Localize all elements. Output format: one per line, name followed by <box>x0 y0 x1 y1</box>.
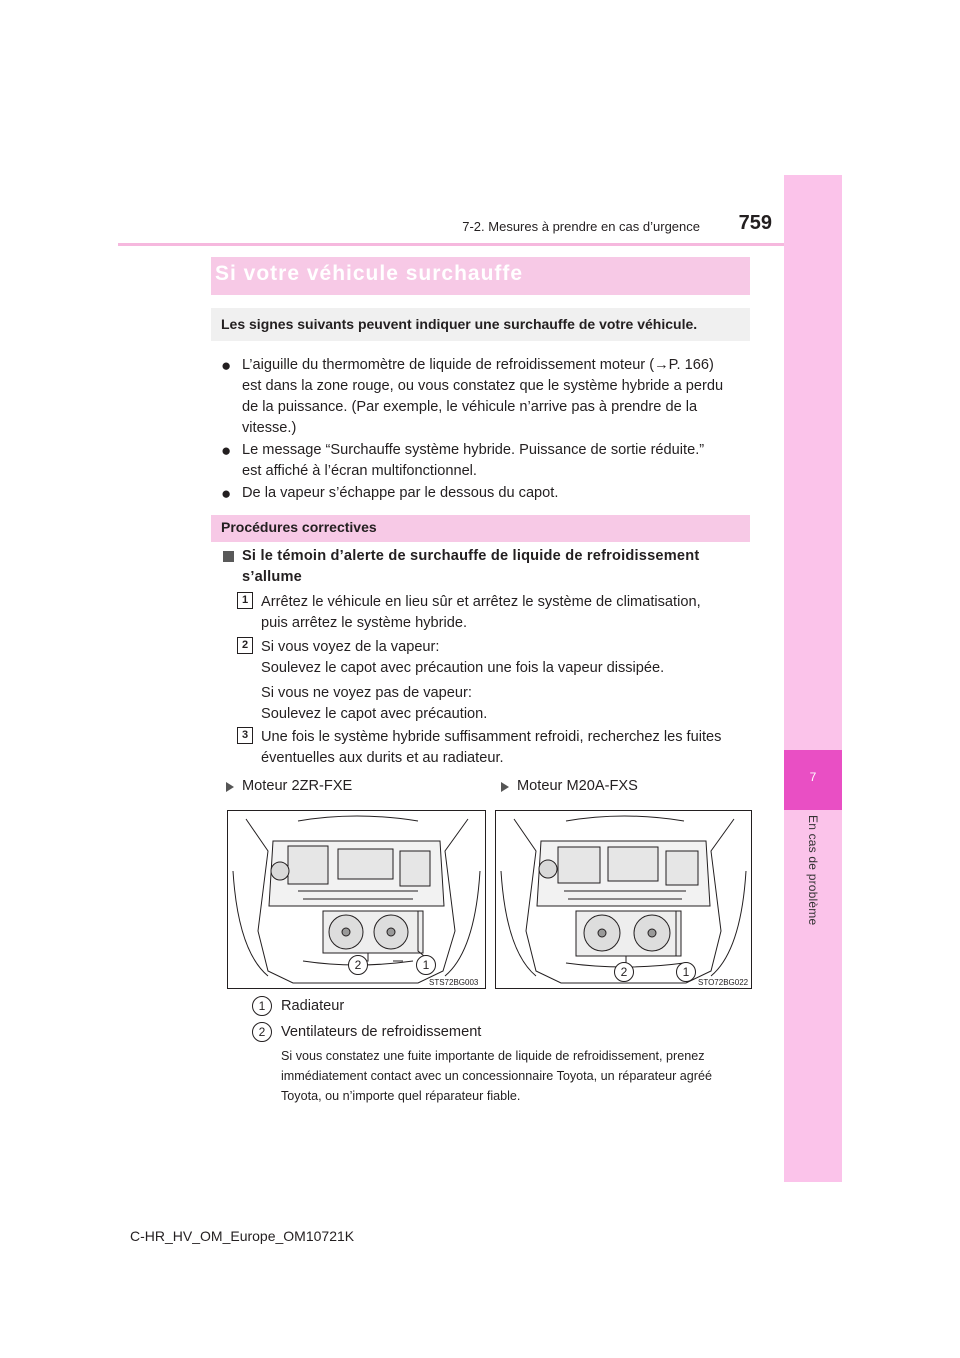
callout-1-fig1: 1 <box>416 955 436 975</box>
leak-note: Si vous constatez une fuite importante de liquide de refroidissement, prenez immédiatement contact avec un concessionnaire Toyota, un réparateur agréé Toyota, ou n’importe quel réparateur fiable. <box>281 1049 713 1103</box>
triangle-icon <box>501 782 509 792</box>
section-header: 7-2. Mesures à prendre en cas d’urgence <box>462 219 700 234</box>
step-number-3: 3 <box>237 727 253 744</box>
case-title: Si le témoin d’alerte de surchauffe de liquide de refroidissement s’allume <box>242 548 700 585</box>
figure-1-caption: Moteur 2ZR-FXE <box>242 778 353 794</box>
bullet-1: L’aiguille du thermomètre de liquide de refroidissement moteur (→P. 166) est dans la zone rouge, ou vous constatez que le système hybride a perdu de la puissance. (Par exemple, le véhicule n’arrive pas à prendre de la vitesse.) <box>242 357 724 436</box>
legend-label-1: Radiateur <box>281 998 345 1014</box>
figure-2-caption: Moteur M20A-FXS <box>517 778 638 794</box>
bullet-2: Le message “Surchauffe système hybride. Puissance de sortie réduite.” est affiché à l’écran multifonctionnel. <box>242 442 705 479</box>
callout-2-fig1: 2 <box>348 955 368 975</box>
chapter-label: En cas de problème <box>806 815 820 926</box>
step-2-extra: Si vous ne voyez pas de vapeur: Soulevez le capot avec précaution. <box>261 685 488 722</box>
step-number-1: 1 <box>237 592 253 609</box>
callout-1-fig2: 1 <box>676 962 696 982</box>
figure-1-code: STS72BG003 <box>429 978 479 987</box>
side-tab-upper <box>784 175 842 750</box>
page-title: Si votre véhicule surchauffe <box>215 262 524 285</box>
procedures-heading: Procédures correctives <box>221 519 377 535</box>
step-2-text: Si vous voyez de la vapeur: Soulevez le capot avec précaution une fois la vapeur dissipée. <box>261 639 665 676</box>
intro-text: Les signes suivants peuvent indiquer une surchauffe de votre véhicule. <box>221 316 698 332</box>
legend-number-1: 1 <box>252 996 272 1016</box>
callout-2-fig2: 2 <box>614 962 634 982</box>
bullet-icon: ● <box>221 441 232 460</box>
step-number-2: 2 <box>237 637 253 654</box>
bullet-icon: ● <box>221 356 232 375</box>
page-number: 759 <box>738 212 772 234</box>
figure-2-code: STO72BG022 <box>698 978 749 987</box>
chapter-number: 7 <box>809 770 817 784</box>
square-bullet-icon <box>223 551 234 562</box>
legend-number-2: 2 <box>252 1022 272 1042</box>
document-footer: C-HR_HV_OM_Europe_OM10721K <box>130 1228 355 1244</box>
step-3-text: Une fois le système hybride suffisamment refroidi, recherchez les fuites éventuelles aux durits et au radiateur. <box>261 729 722 766</box>
triangle-icon <box>226 782 234 792</box>
header-rule <box>118 243 784 246</box>
legend-label-2: Ventilateurs de refroidissement <box>281 1024 482 1040</box>
bullet-icon: ● <box>221 484 232 503</box>
bullet-3: De la vapeur s’échappe par le dessous du capot. <box>242 485 559 501</box>
step-1-text: Arrêtez le véhicule en lieu sûr et arrêtez le système de climatisation, puis arrêtez le système hybride. <box>261 594 701 631</box>
